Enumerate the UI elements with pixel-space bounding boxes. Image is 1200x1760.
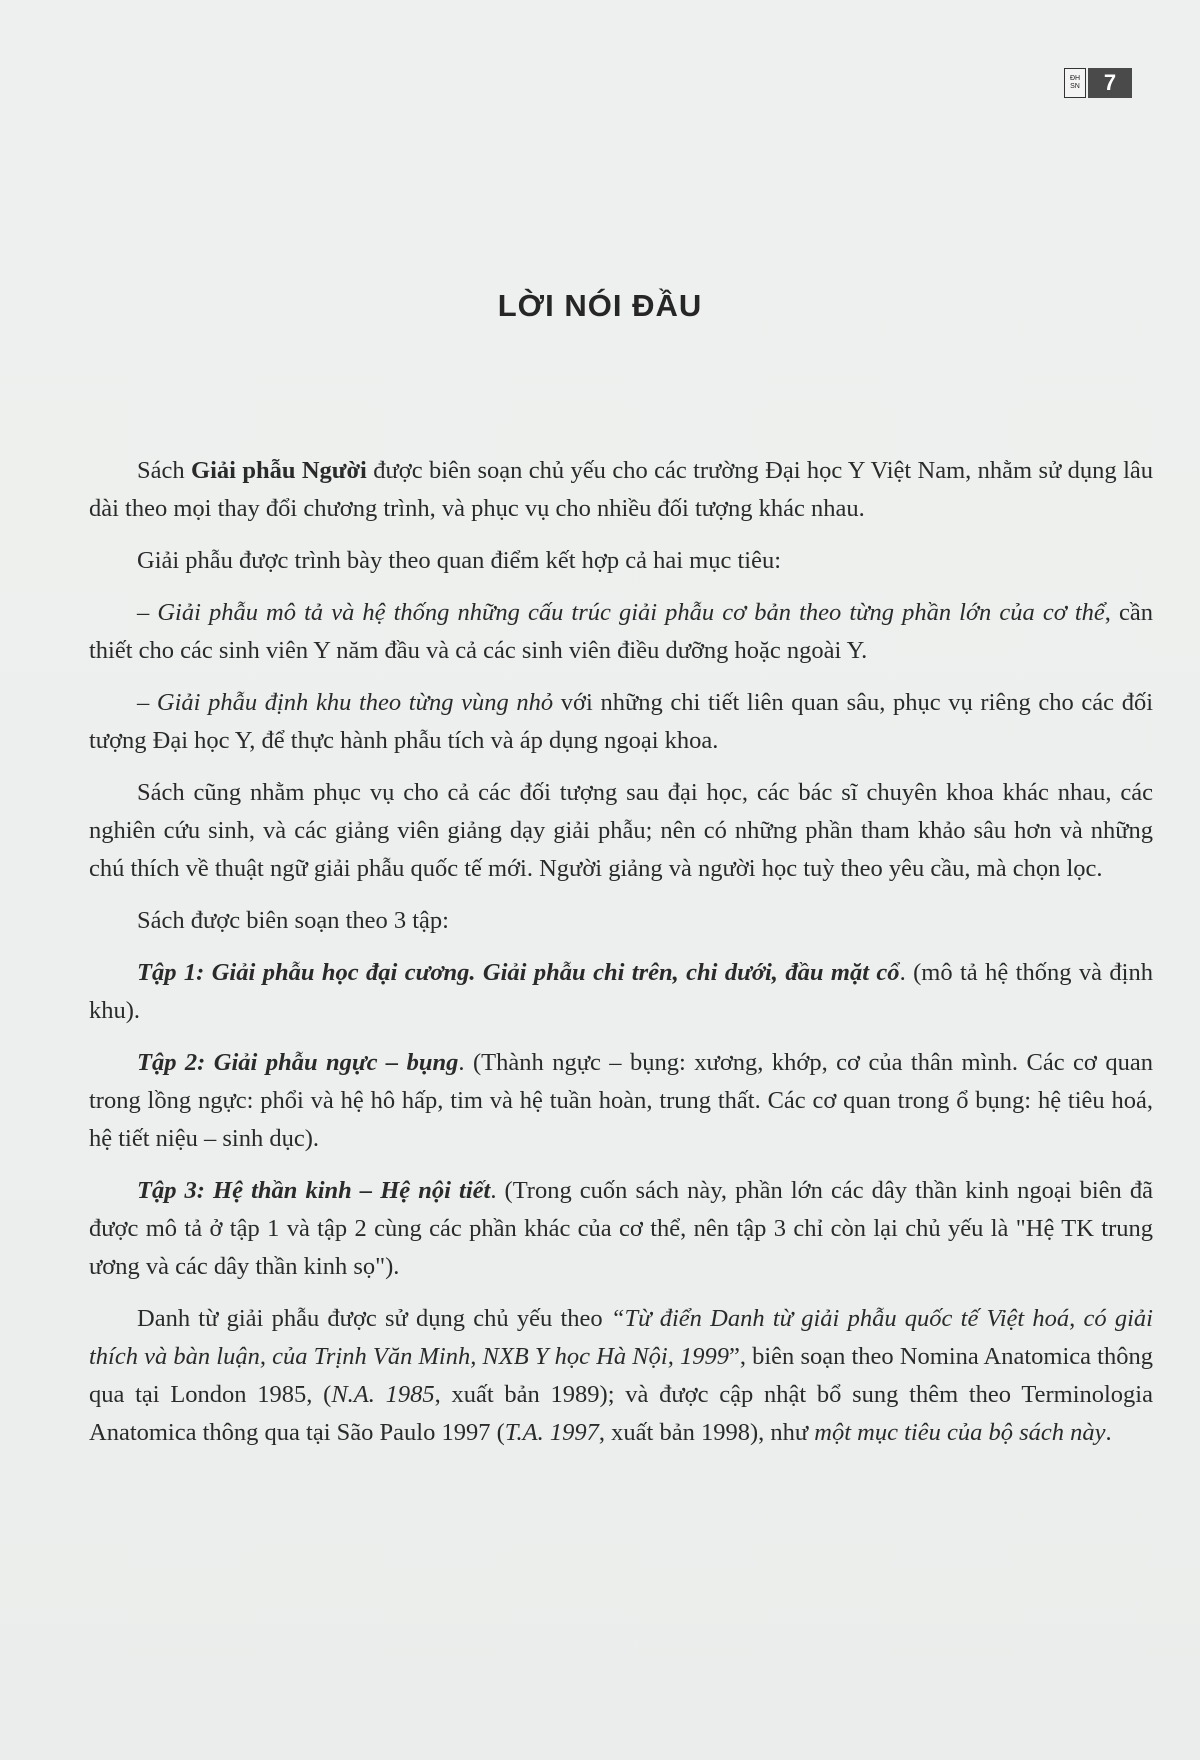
page-number: 7 xyxy=(1088,68,1132,98)
paragraph-volume-1 xyxy=(89,954,1153,1030)
paragraph-terminology xyxy=(89,1300,1153,1452)
citation: “Từ điển Danh từ giải phẫu quốc tế Việt hoá, có giải thích và bàn luận, của Trịnh Văn Minh, NXB Y học Hà Nội, 1999 xyxy=(89,1305,1153,1370)
book-name: Giải phẫu Người xyxy=(191,457,367,484)
paragraph-volume-3 xyxy=(89,1172,1153,1286)
text: , cần thiết cho các sinh viên Y năm đầu và cả các sinh viên điều dưỡng hoặc ngoài Y. xyxy=(89,599,1153,664)
text: ”, biên soạn theo Nomina Anatomica thông qua tại London 1985, ( xyxy=(89,1343,1153,1408)
emphasis: – Giải phẫu định khu theo từng vùng nhỏ xyxy=(137,689,554,716)
paragraph-objective-2 xyxy=(89,684,1153,760)
paragraph-audience: Sách cũng nhằm phục vụ cho cả các đối tượng sau đại học, các bác sĩ chuyên khoa khác nhau, các nghiên cứu sinh, và các giảng viên giảng dạy giải phẫu; nên có những phần tham khảo sâu hơn và những chú thích về thuật ngữ giải phẫu quốc tế mới. Người giảng và người học tuỳ theo yêu cầu, mà chọn lọc. xyxy=(89,779,1153,882)
paragraph-objective-1 xyxy=(89,594,1153,670)
paragraph-volumes: Sách được biên soạn theo 3 tập: xyxy=(137,907,449,934)
preface-body xyxy=(89,452,1153,1466)
page-header xyxy=(1064,68,1132,98)
text: Danh từ giải phẫu được sử dụng chủ yếu theo xyxy=(137,1305,611,1332)
volume-title: Tập 1: Giải phẫu học đại cương. Giải phẫu chi trên, chi dưới, đầu mặt cổ xyxy=(137,959,900,986)
publisher-logo-icon: ĐH SN xyxy=(1064,68,1086,98)
volume-title: Tập 3: Hệ thần kinh – Hệ nội tiết xyxy=(137,1177,491,1204)
text: . xyxy=(1105,1419,1112,1446)
emphasis: – Giải phẫu mô tả và hệ thống những cấu trúc giải phẫu cơ bản theo từng phần lớn của cơ thể xyxy=(137,599,1105,626)
text: . (Thành ngực – bụng: xương, khớp, cơ của thân mình. Các cơ quan trong lồng ngực: phổi và hệ hô hấp, tim và hệ tuần hoàn, trung thất. Các cơ quan trong ổ bụng: hệ tiêu hoá, hệ tiết niệu – sinh dục). xyxy=(89,1049,1153,1152)
page-title: LỜI NÓI ĐẦU xyxy=(497,288,703,323)
text: , xuất bản 1998), như xyxy=(598,1419,815,1446)
text: , xuất bản 1989); và được cập nhật bổ sung thêm theo Terminologia Anatomica thông qua tại São Paulo 1997 ( xyxy=(89,1381,1153,1446)
paragraph-intro xyxy=(89,452,1153,528)
text: được biên soạn chủ yếu cho các trường Đại học Y Việt Nam, nhằm sử dụng lâu dài theo mọi thay đổi chương trình, và phục vụ cho nhiều đối tượng khác nhau. xyxy=(89,457,1153,522)
text: . (mô tả hệ thống và định khu). xyxy=(89,959,1153,1024)
text: . (Trong cuốn sách này, phần lớn các dây thần kinh ngoại biên đã được mô tả ở tập 1 và tập 2 cùng các phần khác của cơ thể, nên tập 3 chỉ còn lại chủ yếu là "Hệ TK trung ương và các dây thần kinh sọ"). xyxy=(89,1177,1153,1280)
text: Sách xyxy=(137,457,192,484)
citation: T.A. 1997 xyxy=(504,1419,599,1446)
paragraph-objectives: Giải phẫu được trình bày theo quan điểm kết hợp cả hai mục tiêu: xyxy=(137,547,782,574)
paragraph-volume-2 xyxy=(89,1044,1153,1158)
text: với những chi tiết liên quan sâu, phục vụ riêng cho các đối tượng Đại học Y, để thực hành phẫu tích và áp dụng ngoại khoa. xyxy=(89,689,1154,754)
citation: N.A. 1985 xyxy=(331,1381,435,1408)
volume-title: Tập 2: Giải phẫu ngực – bụng xyxy=(137,1049,459,1076)
emphasis: một mục tiêu của bộ sách này xyxy=(814,1419,1106,1446)
